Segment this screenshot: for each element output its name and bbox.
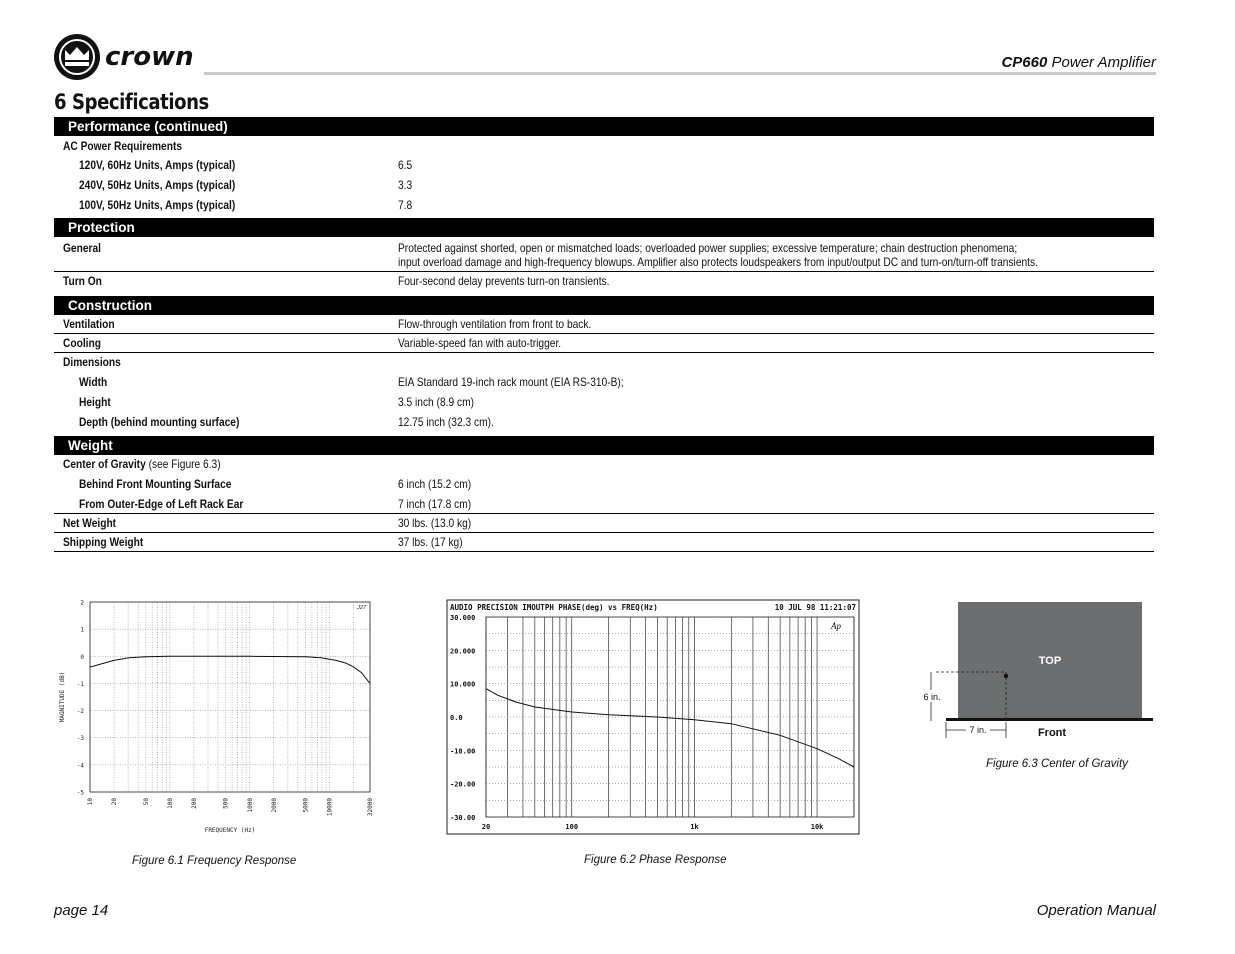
- brand-wordmark: crown: [105, 42, 194, 72]
- top-label: TOP: [1038, 655, 1062, 667]
- row-divider: [54, 333, 1154, 334]
- y-tick-label: -30.00: [450, 814, 476, 822]
- x-tick-label: 100: [166, 798, 174, 809]
- shipping-weight-value: 37 lbs. (17 kg): [398, 535, 463, 549]
- band-construction: Construction: [54, 296, 1154, 315]
- x-axis-label: FREQUENCY (Hz): [204, 827, 256, 834]
- center-of-gravity-diagram: [918, 598, 1158, 744]
- general-value-line2: input overload damage and high-frequency blowups. Amplifier also protects loudspeakers from input/output DC and turn-on/turn-off transients.: [398, 255, 1038, 269]
- cog-label: Center of Gravity (see Figure 6.3): [63, 457, 221, 471]
- y-tick-label: -5: [76, 789, 84, 797]
- ac-power-label: AC Power Requirements: [63, 139, 183, 153]
- y-tick-label: 0: [80, 653, 84, 661]
- x-tick-label: 50: [142, 798, 150, 806]
- x-tick-label: 10k: [810, 823, 824, 831]
- band-protection: Protection: [54, 218, 1154, 237]
- y-tick-label: -1: [76, 680, 84, 688]
- y-tick-label: -10.00: [450, 747, 476, 756]
- outer-edge-label: From Outer-Edge of Left Rack Ear: [79, 497, 244, 511]
- y-tick-label: 10.000: [450, 680, 476, 689]
- y-tick-label: 2: [80, 599, 84, 607]
- row-divider: [54, 271, 1154, 272]
- product-name: Power Amplifier: [1051, 54, 1156, 71]
- amps-100v-label: 100V, 50Hz Units, Amps (typical): [79, 198, 236, 212]
- net-weight-label: Net Weight: [63, 516, 117, 530]
- phase-response-chart: [446, 599, 860, 835]
- corner-label: J27: [357, 605, 366, 611]
- cog-note: (see Figure 6.3): [148, 457, 221, 471]
- y-tick-label: 1: [80, 626, 84, 634]
- y-tick-label: 30.000: [450, 614, 476, 622]
- frequency-response-chart: [55, 592, 385, 842]
- page-number: page 14: [54, 902, 109, 919]
- x-tick-label: 200: [190, 798, 198, 809]
- cooling-value: Variable-speed fan with auto-trigger.: [398, 336, 562, 350]
- height-label: Height: [79, 395, 111, 409]
- ap-logo: Ap: [831, 621, 841, 631]
- figure-6-3-caption: Figure 6.3 Center of Gravity: [986, 758, 1128, 770]
- x-tick-label: 20: [481, 823, 491, 831]
- y-tick-label: -2: [76, 708, 84, 716]
- cooling-label: Cooling: [63, 336, 101, 350]
- outer-edge-value: 7 inch (17.8 cm): [398, 497, 472, 511]
- net-weight-value: 30 lbs. (13.0 kg): [398, 516, 472, 530]
- x-tick-label: 10000: [326, 798, 334, 817]
- width-value: EIA Standard 19-inch rack mount (EIA RS-310-B);: [398, 375, 624, 389]
- x-tick-label: 1000: [246, 798, 254, 813]
- turn-on-label: Turn On: [63, 274, 102, 288]
- ventilation-label: Ventilation: [63, 317, 115, 331]
- dimensions-label: Dimensions: [63, 355, 121, 369]
- y-tick-label: 20.000: [450, 647, 476, 656]
- center-of-gravity-point: [1004, 674, 1008, 678]
- amps-100v-value: 7.8: [398, 198, 413, 212]
- x-tick-label: 32000: [367, 798, 374, 817]
- header-rule: [204, 72, 1156, 75]
- six-inch-label: 6 in.: [923, 692, 941, 702]
- row-divider: [54, 513, 1154, 514]
- x-tick-label: 20: [111, 798, 119, 806]
- row-divider: [54, 551, 1154, 552]
- section-heading: 6 Specifications: [54, 90, 209, 114]
- general-label: General: [63, 241, 101, 255]
- y-tick-label: -20.00: [450, 780, 476, 789]
- behind-front-label: Behind Front Mounting Surface: [79, 477, 232, 491]
- turn-on-value: Four-second delay prevents turn-on transients.: [398, 274, 610, 288]
- x-tick-label: 500: [222, 798, 230, 809]
- x-tick-label: 5000: [302, 798, 310, 813]
- crown-logo: [52, 32, 206, 82]
- x-tick-label: 1k: [690, 823, 699, 831]
- y-tick-label: 0.0: [450, 714, 463, 722]
- row-divider: [54, 532, 1154, 533]
- x-tick-label: 10: [87, 798, 94, 806]
- depth-label: Depth (behind mounting surface): [79, 415, 240, 429]
- plot-frame: [90, 602, 370, 792]
- ventilation-value: Flow-through ventilation from front to back.: [398, 317, 592, 331]
- model-name: CP660: [1001, 54, 1048, 71]
- amps-240v-value: 3.3: [398, 178, 413, 192]
- frequency-response-line: [90, 656, 370, 683]
- document-title: [1001, 54, 1156, 71]
- behind-front-value: 6 inch (15.2 cm): [398, 477, 472, 491]
- chart-timestamp: 10 JUL 98 11:21:07: [774, 603, 856, 612]
- depth-value: 12.75 inch (32.3 cm).: [398, 415, 494, 429]
- band-weight: Weight: [54, 436, 1154, 455]
- band-performance: Performance (continued): [54, 117, 1154, 136]
- x-tick-label: 100: [565, 823, 579, 831]
- amps-120v-value: 6.5: [398, 158, 413, 172]
- figure-6-1-caption: Figure 6.1 Frequency Response: [132, 855, 297, 867]
- front-label: Front: [1037, 727, 1067, 739]
- seven-inch-label: 7 in.: [969, 725, 987, 735]
- amps-120v-label: 120V, 60Hz Units, Amps (typical): [79, 158, 236, 172]
- shipping-weight-label: Shipping Weight: [63, 535, 144, 549]
- manual-title: Operation Manual: [1036, 902, 1156, 919]
- amps-240v-label: 240V, 50Hz Units, Amps (typical): [79, 178, 236, 192]
- y-tick-label: -4: [76, 762, 84, 770]
- y-axis-label: MAGNITUDE (dB): [59, 671, 66, 723]
- general-value-line1: Protected against shorted, open or mismatched loads; overloaded power supplies; excessive temperature; chain destruction phenomena;: [398, 241, 1018, 255]
- mounting-surface-line: [946, 718, 1153, 721]
- figure-6-2-caption: Figure 6.2 Phase Response: [584, 854, 727, 866]
- y-tick-label: -3: [76, 735, 84, 743]
- chart-title: AUDIO PRECISION IMOUTPH PHASE(deg) vs FREQ(Hz): [450, 603, 658, 612]
- width-label: Width: [79, 375, 108, 389]
- height-value: 3.5 inch (8.9 cm): [398, 395, 474, 409]
- row-divider: [54, 352, 1154, 353]
- x-tick-label: 2000: [270, 798, 278, 813]
